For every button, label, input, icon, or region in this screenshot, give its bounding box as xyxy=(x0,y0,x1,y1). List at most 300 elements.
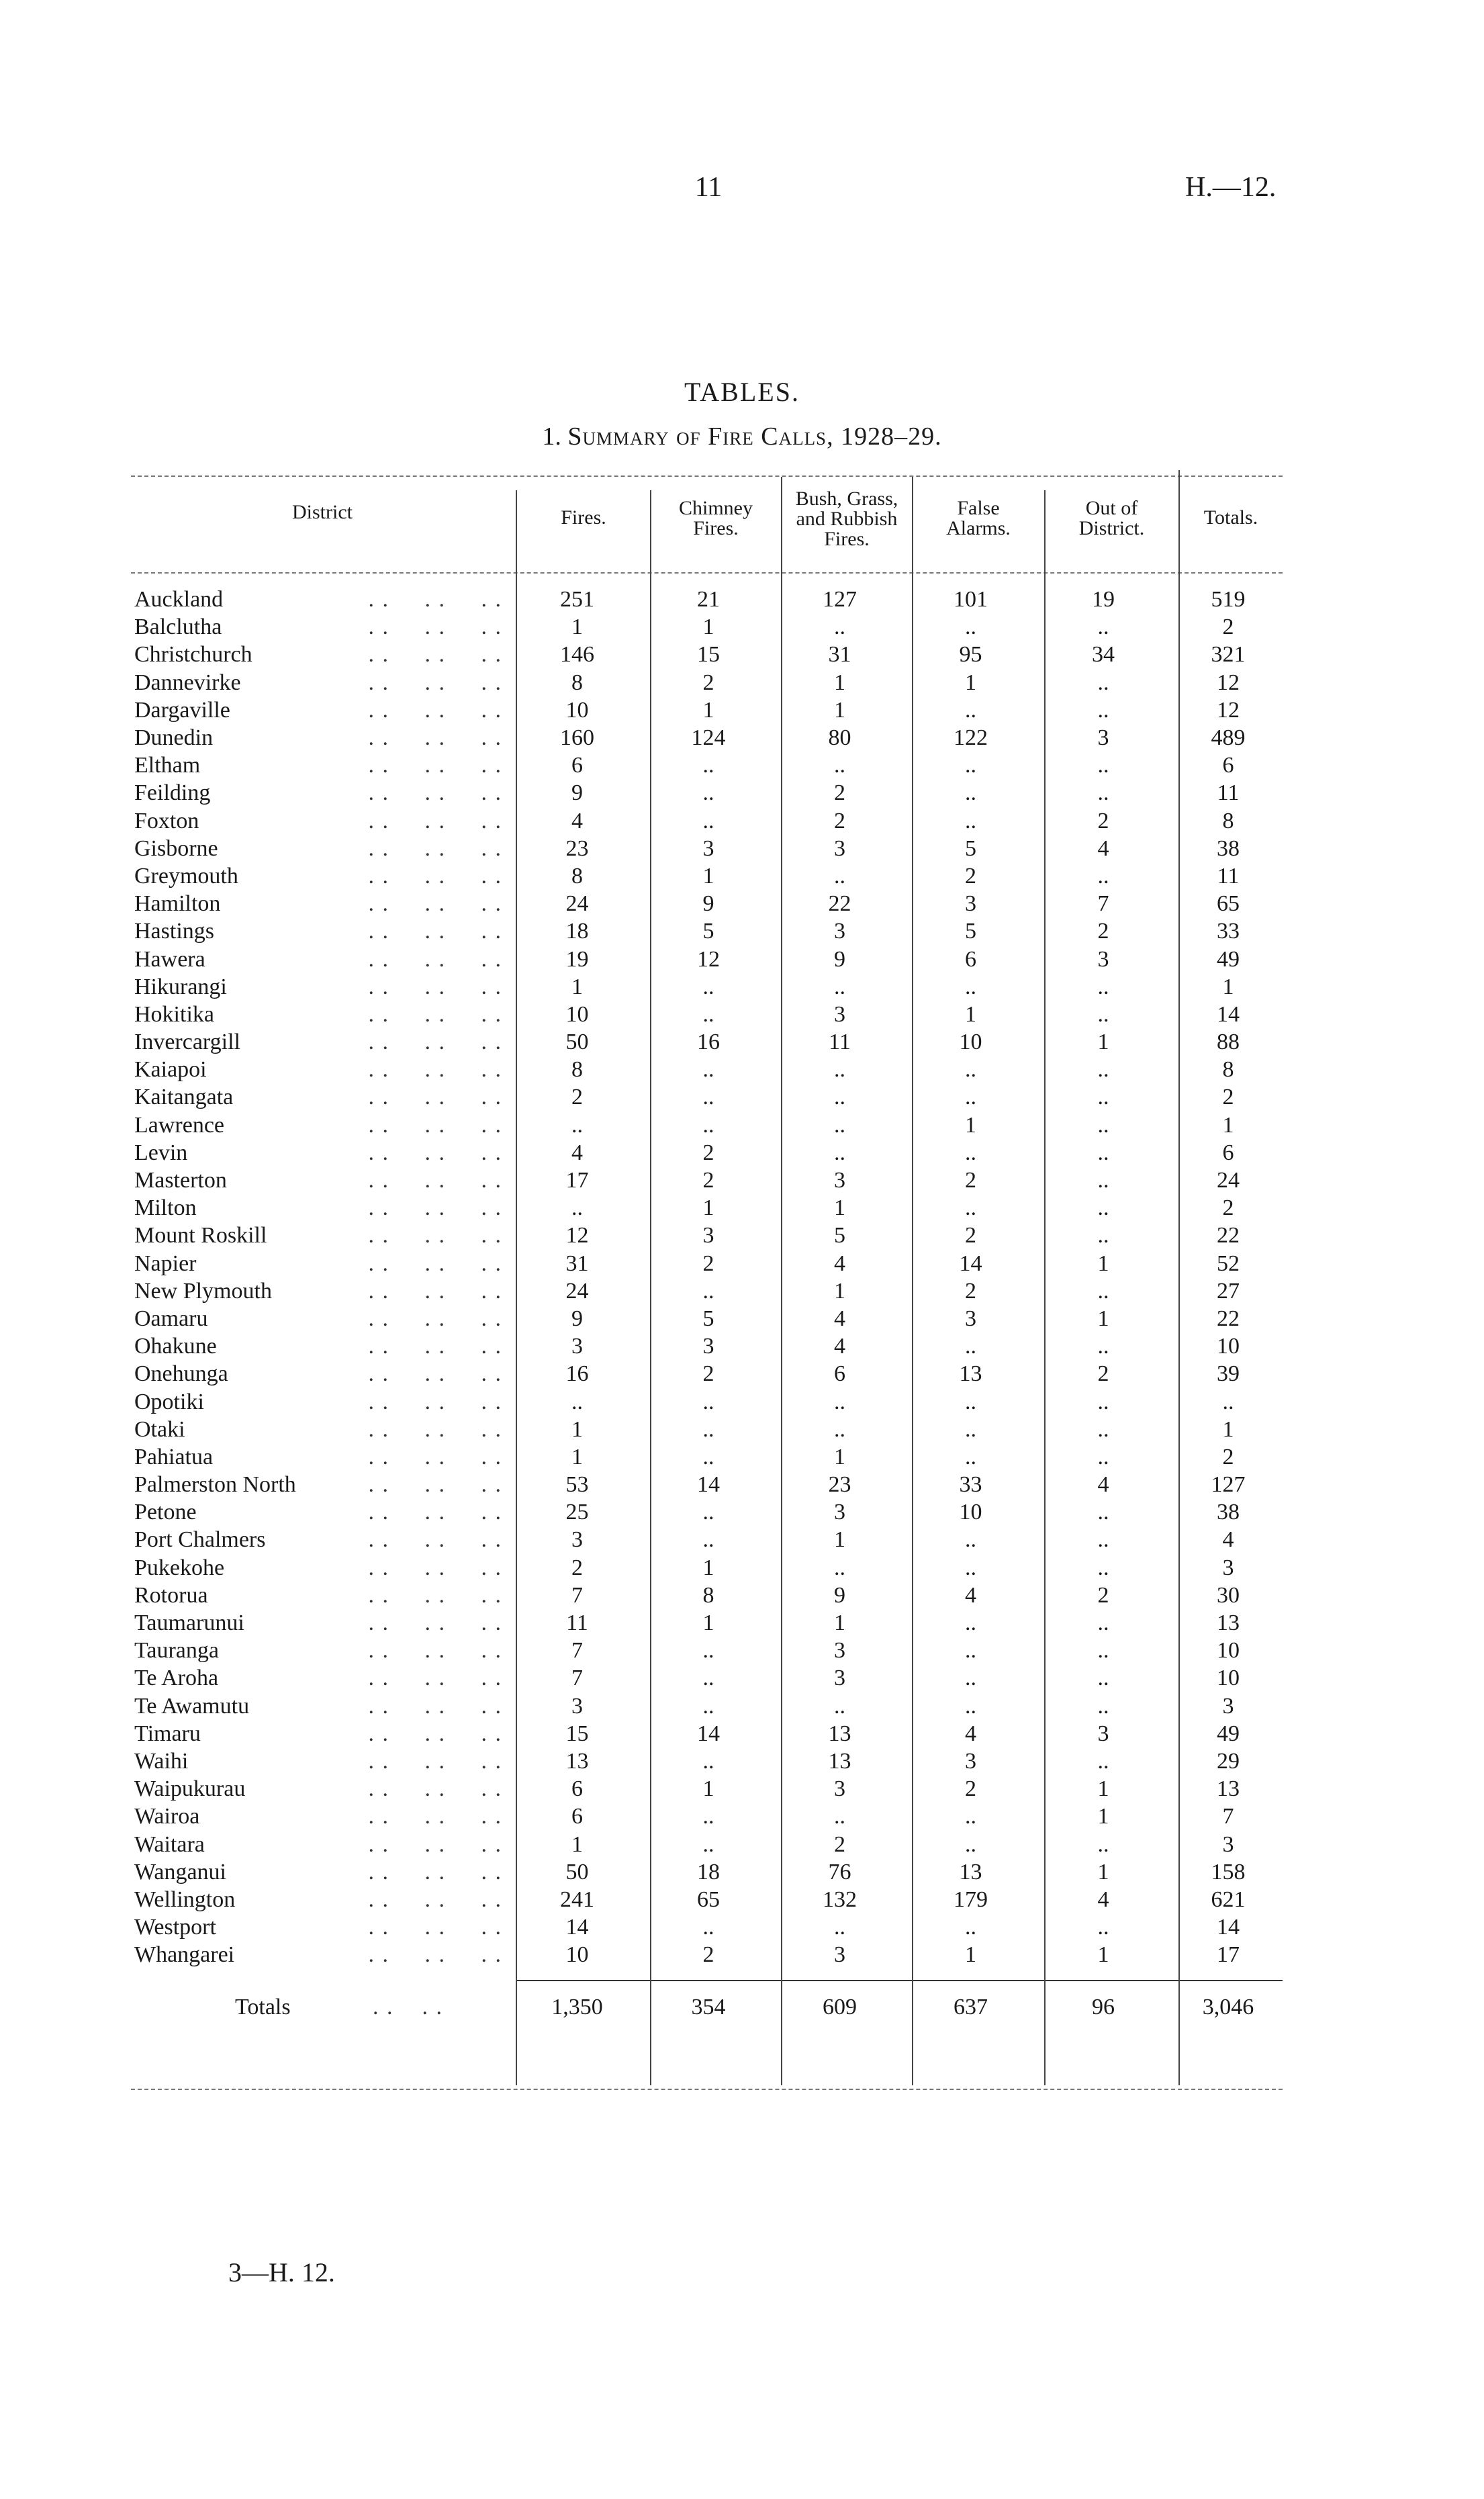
chimney-fires-cell: 1 xyxy=(702,1555,714,1580)
district-cell xyxy=(134,1858,512,1886)
out-of-district-cell: 1 xyxy=(1097,1859,1109,1884)
false-alarms-cell: .. xyxy=(965,1831,976,1857)
totals-row xyxy=(134,1995,1286,2020)
fires-cell: 16 xyxy=(565,1361,589,1387)
table-row xyxy=(134,1554,1286,1582)
bush-fires-cell: 1 xyxy=(834,670,845,695)
leader-dots: . . . . . . xyxy=(368,1666,502,1691)
leader-dots: . . . . . . xyxy=(368,587,502,612)
chimney-fires-cell: 1 xyxy=(702,1610,714,1636)
district-cell xyxy=(134,724,512,752)
out-of-district-cell: .. xyxy=(1097,1748,1109,1774)
total-cell: 11 xyxy=(1217,863,1240,889)
table-row xyxy=(134,1001,1286,1028)
fires-cell: 7 xyxy=(571,1638,583,1664)
total-cell: 3 xyxy=(1222,1555,1234,1580)
table-row xyxy=(134,835,1286,862)
district-name: Hawera xyxy=(134,946,205,972)
district-cell xyxy=(134,917,512,945)
district-cell xyxy=(134,1360,512,1388)
district-name: Invercargill xyxy=(134,1030,240,1055)
bush-fires-cell: .. xyxy=(834,753,845,778)
district-name: Ohakune xyxy=(134,1334,217,1359)
false-alarms-cell: 2 xyxy=(965,1168,976,1193)
district-cell xyxy=(134,1526,512,1553)
district-cell xyxy=(134,1637,512,1664)
fires-cell: 1 xyxy=(571,1416,583,1442)
total-false-alarms: 637 xyxy=(954,1995,988,2019)
fires-cell: 9 xyxy=(571,780,583,806)
out-of-district-cell: .. xyxy=(1097,670,1109,695)
district-name: Pukekohe xyxy=(134,1555,225,1580)
district-cell xyxy=(134,1277,512,1305)
table-row xyxy=(134,1083,1286,1111)
out-of-district-cell: 1 xyxy=(1097,1251,1109,1276)
fires-cell: 10 xyxy=(565,697,589,723)
bush-fires-cell: 5 xyxy=(834,1223,845,1248)
false-alarms-cell: 3 xyxy=(965,1748,976,1774)
chimney-fires-cell: .. xyxy=(702,1112,714,1138)
district-name: Mount Roskill xyxy=(134,1223,267,1248)
bush-fires-cell: .. xyxy=(834,863,845,889)
table-row xyxy=(134,1830,1286,1858)
bush-fires-cell: 80 xyxy=(828,725,851,751)
district-name: Pahiatua xyxy=(134,1444,214,1469)
chimney-fires-cell: 3 xyxy=(702,1334,714,1359)
total-cell: 2 xyxy=(1222,615,1234,640)
leader-dots: . . . . . . xyxy=(368,1444,502,1469)
chimney-fires-cell: 18 xyxy=(697,1859,720,1884)
out-of-district-cell: .. xyxy=(1097,1915,1109,1940)
district-name: Foxton xyxy=(134,808,199,833)
false-alarms-cell: .. xyxy=(965,780,976,806)
fires-cell: .. xyxy=(571,1389,583,1414)
table-row xyxy=(134,890,1286,917)
district-cell xyxy=(134,1167,512,1194)
bush-fires-cell: .. xyxy=(834,1112,845,1138)
chimney-fires-cell: .. xyxy=(702,1666,714,1691)
leader-dots: . . . . . . xyxy=(368,1831,502,1857)
table-row xyxy=(134,724,1286,752)
false-alarms-cell: .. xyxy=(965,974,976,999)
district-name: Lawrence xyxy=(134,1112,225,1138)
fires-cell: 23 xyxy=(565,835,589,861)
fires-cell: 50 xyxy=(565,1030,589,1055)
chimney-fires-cell: 65 xyxy=(697,1887,720,1912)
false-alarms-cell: .. xyxy=(965,1085,976,1110)
out-of-district-cell: .. xyxy=(1097,1085,1109,1110)
total-cell: 489 xyxy=(1211,725,1246,751)
district-name: Te Awamutu xyxy=(134,1693,250,1719)
fires-cell: 8 xyxy=(571,1057,583,1083)
bush-fires-cell: 2 xyxy=(834,780,845,806)
total-cell: 14 xyxy=(1217,1915,1240,1940)
fires-cell: 1 xyxy=(571,615,583,640)
district-name: Oamaru xyxy=(134,1306,208,1331)
district-cell xyxy=(134,1028,512,1056)
fires-cell: 24 xyxy=(565,1278,589,1304)
leader-dots: . . . . . . xyxy=(368,753,502,778)
table-row xyxy=(134,807,1286,835)
total-cell: 3 xyxy=(1222,1693,1234,1719)
district-cell xyxy=(134,1747,512,1775)
false-alarms-cell: 2 xyxy=(965,1776,976,1802)
column-header-chimney-fires: Chimney Fires. xyxy=(679,497,753,539)
bush-fires-cell: 3 xyxy=(834,835,845,861)
district-cell xyxy=(134,1056,512,1083)
fires-cell: 4 xyxy=(571,808,583,833)
district-cell xyxy=(134,1830,512,1858)
fires-cell: 15 xyxy=(565,1721,589,1746)
chimney-fires-cell: 9 xyxy=(702,891,714,917)
leader-dots: . . . . . . xyxy=(368,1223,502,1248)
leader-dots: . . . . . . xyxy=(368,725,502,751)
district-name: Hastings xyxy=(134,919,214,944)
bush-fires-cell: 2 xyxy=(834,1831,845,1857)
false-alarms-cell: 5 xyxy=(965,919,976,944)
district-name: Whangarei xyxy=(134,1942,235,1968)
fires-cell: 7 xyxy=(571,1666,583,1691)
district-cell xyxy=(134,1471,512,1498)
leader-dots: . . . . xyxy=(373,1995,443,2019)
total-cell: 49 xyxy=(1217,1721,1240,1746)
table-row xyxy=(134,1720,1286,1747)
out-of-district-cell: .. xyxy=(1097,1693,1109,1719)
chimney-fires-cell: 2 xyxy=(702,1140,714,1165)
totals-label-cell xyxy=(134,1995,512,2020)
table-row xyxy=(134,1498,1286,1526)
table-row xyxy=(134,1194,1286,1222)
bush-fires-cell: 1 xyxy=(834,1610,845,1636)
leader-dots: . . . . . . xyxy=(368,1001,502,1027)
district-cell xyxy=(134,1609,512,1637)
total-cell: 3 xyxy=(1222,1831,1234,1857)
column-header-false-alarms: False Alarms. xyxy=(946,497,1011,539)
district-cell xyxy=(134,696,512,724)
false-alarms-cell: .. xyxy=(965,1389,976,1414)
column-header-fires: Fires. xyxy=(561,506,606,529)
fires-cell: 2 xyxy=(571,1555,583,1580)
district-name: Petone xyxy=(134,1500,197,1525)
table-row xyxy=(134,1664,1286,1692)
fires-cell: 4 xyxy=(571,1140,583,1165)
district-cell xyxy=(134,1775,512,1803)
leader-dots: . . . . . . xyxy=(368,1278,502,1304)
false-alarms-cell: 101 xyxy=(954,587,988,612)
fires-cell: 3 xyxy=(571,1693,583,1719)
bush-fires-cell: .. xyxy=(834,1416,845,1442)
out-of-district-cell: .. xyxy=(1097,1638,1109,1664)
fires-cell: 53 xyxy=(565,1472,589,1498)
bush-fires-cell: 6 xyxy=(834,1361,845,1387)
bush-fires-cell: 3 xyxy=(834,1666,845,1691)
out-of-district-cell: 1 xyxy=(1097,1030,1109,1055)
district-name: Dargaville xyxy=(134,697,230,723)
false-alarms-cell: 4 xyxy=(965,1721,976,1746)
false-alarms-cell: .. xyxy=(965,1915,976,1940)
leader-dots: . . . . . . xyxy=(368,1112,502,1138)
district-cell xyxy=(134,1305,512,1332)
false-alarms-cell: 2 xyxy=(965,1223,976,1248)
total-cell: 24 xyxy=(1217,1168,1240,1193)
total-cell: 49 xyxy=(1217,946,1240,972)
total-cell: 621 xyxy=(1211,1887,1246,1912)
false-alarms-cell: 95 xyxy=(959,642,982,668)
table-row xyxy=(134,586,1286,613)
false-alarms-cell: .. xyxy=(965,1444,976,1469)
chimney-fires-cell: 3 xyxy=(702,1223,714,1248)
bush-fires-cell: .. xyxy=(834,615,845,640)
leader-dots: . . . . . . xyxy=(368,1582,502,1608)
false-alarms-cell: 13 xyxy=(959,1361,982,1387)
out-of-district-cell: .. xyxy=(1097,753,1109,778)
table-row xyxy=(134,696,1286,724)
bush-fires-cell: 3 xyxy=(834,919,845,944)
false-alarms-cell: 179 xyxy=(954,1887,988,1912)
chimney-fires-cell: 3 xyxy=(702,835,714,861)
table-row xyxy=(134,1747,1286,1775)
totals-label: Totals xyxy=(235,1995,291,2019)
leader-dots: . . . . . . xyxy=(368,780,502,806)
district-name: Milton xyxy=(134,1195,197,1221)
false-alarms-cell: 3 xyxy=(965,1306,976,1331)
total-out-of-district: 96 xyxy=(1092,1995,1115,2019)
table-row xyxy=(134,1305,1286,1332)
total-cell: 27 xyxy=(1217,1278,1240,1304)
bush-fires-cell: .. xyxy=(834,1085,845,1110)
total-cell: 22 xyxy=(1217,1223,1240,1248)
leader-dots: . . . . . . xyxy=(368,835,502,861)
out-of-district-cell: .. xyxy=(1097,1444,1109,1469)
district-name: Levin xyxy=(134,1140,188,1165)
table-row xyxy=(134,1637,1286,1664)
grand-total: 3,046 xyxy=(1202,1995,1254,2019)
district-name: Waitara xyxy=(134,1831,205,1857)
fires-cell: 6 xyxy=(571,1804,583,1829)
total-cell: 6 xyxy=(1222,753,1234,778)
chimney-fires-cell: .. xyxy=(702,1085,714,1110)
leader-dots: . . . . . . xyxy=(368,1527,502,1553)
table-row xyxy=(134,1609,1286,1637)
total-cell: 12 xyxy=(1217,670,1240,695)
table-row xyxy=(134,1277,1286,1305)
total-cell: .. xyxy=(1222,1389,1234,1414)
district-name: Waihi xyxy=(134,1748,189,1774)
district-name: Kaiapoi xyxy=(134,1057,207,1083)
table-row xyxy=(134,1775,1286,1803)
false-alarms-cell: 10 xyxy=(959,1500,982,1525)
leader-dots: . . . . . . xyxy=(368,1195,502,1221)
table-row xyxy=(134,1526,1286,1553)
leader-dots: . . . . . . xyxy=(368,1416,502,1442)
total-cell: 2 xyxy=(1222,1085,1234,1110)
bush-fires-cell: 13 xyxy=(828,1748,851,1774)
out-of-district-cell: 3 xyxy=(1097,725,1109,751)
chimney-fires-cell: 2 xyxy=(702,670,714,695)
false-alarms-cell: .. xyxy=(965,1195,976,1221)
false-alarms-cell: .. xyxy=(965,1527,976,1553)
district-name: Opotiki xyxy=(134,1389,204,1414)
out-of-district-cell: .. xyxy=(1097,1527,1109,1553)
chimney-fires-cell: 1 xyxy=(702,615,714,640)
out-of-district-cell: .. xyxy=(1097,1112,1109,1138)
table-row xyxy=(134,1167,1286,1194)
table-row xyxy=(134,1111,1286,1139)
fires-cell: 160 xyxy=(560,725,594,751)
footer-reference: 3—H. 12. xyxy=(228,2257,335,2287)
table-row xyxy=(134,1056,1286,1083)
chimney-fires-cell: 1 xyxy=(702,1195,714,1221)
chimney-fires-cell: 16 xyxy=(697,1030,720,1055)
district-cell xyxy=(134,779,512,807)
district-cell xyxy=(134,1222,512,1249)
table-bottom-rule xyxy=(131,2089,1283,2090)
total-fires: 1,350 xyxy=(551,1995,603,2019)
total-cell: 12 xyxy=(1217,697,1240,723)
bush-fires-cell: 1 xyxy=(834,1527,845,1553)
table-row xyxy=(134,1443,1286,1471)
fires-cell: 18 xyxy=(565,919,589,944)
chimney-fires-cell: 15 xyxy=(697,642,720,668)
table-row xyxy=(134,1028,1286,1056)
out-of-district-cell: 34 xyxy=(1092,642,1115,668)
total-cell: 10 xyxy=(1217,1334,1240,1359)
total-cell: 10 xyxy=(1217,1666,1240,1691)
bush-fires-cell: 76 xyxy=(828,1859,851,1884)
district-cell xyxy=(134,1664,512,1692)
out-of-district-cell: .. xyxy=(1097,1389,1109,1414)
chimney-fires-cell: 2 xyxy=(702,1361,714,1387)
false-alarms-cell: 1 xyxy=(965,1001,976,1027)
out-of-district-cell: .. xyxy=(1097,974,1109,999)
total-cell: 7 xyxy=(1222,1804,1234,1829)
fires-cell: 8 xyxy=(571,670,583,695)
district-cell xyxy=(134,973,512,1001)
fire-calls-table xyxy=(134,586,1286,1968)
chimney-fires-cell: .. xyxy=(702,1389,714,1414)
district-name: Gisborne xyxy=(134,835,218,861)
fires-cell: 10 xyxy=(565,1942,589,1968)
table-row xyxy=(134,1416,1286,1443)
district-cell xyxy=(134,1498,512,1526)
table-row xyxy=(134,973,1286,1001)
chimney-fires-cell: 1 xyxy=(702,697,714,723)
false-alarms-cell: 10 xyxy=(959,1030,982,1055)
chimney-fires-cell: .. xyxy=(702,753,714,778)
page-number: 11 xyxy=(694,172,723,203)
leader-dots: . . . . . . xyxy=(368,1085,502,1110)
district-cell xyxy=(134,1332,512,1360)
table-row xyxy=(134,1222,1286,1249)
chimney-fires-cell: .. xyxy=(702,1416,714,1442)
fires-cell: 9 xyxy=(571,1306,583,1331)
leader-dots: . . . . . . xyxy=(368,1057,502,1083)
table-row xyxy=(134,1886,1286,1913)
leader-dots: . . . . . . xyxy=(368,808,502,833)
district-cell xyxy=(134,586,512,613)
leader-dots: . . . . . . xyxy=(368,1555,502,1580)
bush-fires-cell: 1 xyxy=(834,697,845,723)
false-alarms-cell: 33 xyxy=(959,1472,982,1498)
bush-fires-cell: 13 xyxy=(828,1721,851,1746)
district-cell xyxy=(134,752,512,779)
table-row xyxy=(134,1139,1286,1167)
leader-dots: . . . . . . xyxy=(368,1776,502,1802)
district-name: Westport xyxy=(134,1915,216,1940)
fires-cell: .. xyxy=(571,1112,583,1138)
table-row xyxy=(134,641,1286,668)
table-row xyxy=(134,1332,1286,1360)
chimney-fires-cell: 21 xyxy=(697,587,720,612)
total-cell: 1 xyxy=(1222,1112,1234,1138)
false-alarms-cell: .. xyxy=(965,1804,976,1829)
district-cell xyxy=(134,1443,512,1471)
fires-cell: 6 xyxy=(571,1776,583,1802)
out-of-district-cell: .. xyxy=(1097,1831,1109,1857)
district-cell xyxy=(134,669,512,696)
district-cell xyxy=(134,1692,512,1720)
district-cell xyxy=(134,862,512,890)
column-header-totals: Totals. xyxy=(1203,506,1258,529)
district-cell xyxy=(134,1139,512,1167)
leader-dots: . . . . . . xyxy=(368,1748,502,1774)
table-row xyxy=(134,779,1286,807)
total-cell: 39 xyxy=(1217,1361,1240,1387)
leader-dots: . . . . . . xyxy=(368,1804,502,1829)
fires-cell: 25 xyxy=(565,1500,589,1525)
total-cell: 8 xyxy=(1222,808,1234,833)
district-cell xyxy=(134,945,512,972)
false-alarms-cell: .. xyxy=(965,1666,976,1691)
false-alarms-cell: .. xyxy=(965,753,976,778)
out-of-district-cell: .. xyxy=(1097,1278,1109,1304)
table-row xyxy=(134,1858,1286,1886)
table-row xyxy=(134,1692,1286,1720)
leader-dots: . . . . . . xyxy=(368,1500,502,1525)
bush-fires-cell: 9 xyxy=(834,946,845,972)
leader-dots: . . . . . . xyxy=(368,1251,502,1276)
chimney-fires-cell: .. xyxy=(702,1444,714,1469)
district-name: Feilding xyxy=(134,780,211,806)
bush-fires-cell: 3 xyxy=(834,1500,845,1525)
total-cell: 4 xyxy=(1222,1527,1234,1553)
district-name: Rotorua xyxy=(134,1582,208,1608)
leader-dots: . . . . . . xyxy=(368,891,502,917)
out-of-district-cell: 1 xyxy=(1097,1804,1109,1829)
table-row xyxy=(134,1250,1286,1277)
bush-fires-cell: 3 xyxy=(834,1638,845,1664)
table-row xyxy=(134,1360,1286,1388)
leader-dots: . . . . . . xyxy=(368,1472,502,1498)
total-cell: 38 xyxy=(1217,1500,1240,1525)
district-cell xyxy=(134,1582,512,1609)
false-alarms-cell: 2 xyxy=(965,863,976,889)
out-of-district-cell: .. xyxy=(1097,1334,1109,1359)
bush-fires-cell: .. xyxy=(834,1555,845,1580)
total-cell: 17 xyxy=(1217,1942,1240,1968)
district-cell xyxy=(134,641,512,668)
bush-fires-cell: 22 xyxy=(828,891,851,917)
district-name: Eltham xyxy=(134,753,201,778)
false-alarms-cell: 14 xyxy=(959,1251,982,1276)
chimney-fires-cell: .. xyxy=(702,974,714,999)
chimney-fires-cell: 14 xyxy=(697,1472,720,1498)
bush-fires-cell: 3 xyxy=(834,1776,845,1802)
table-number: 1. xyxy=(542,422,561,451)
district-name: New Plymouth xyxy=(134,1278,272,1304)
chimney-fires-cell: .. xyxy=(702,1831,714,1857)
district-name: Balclutha xyxy=(134,615,222,640)
